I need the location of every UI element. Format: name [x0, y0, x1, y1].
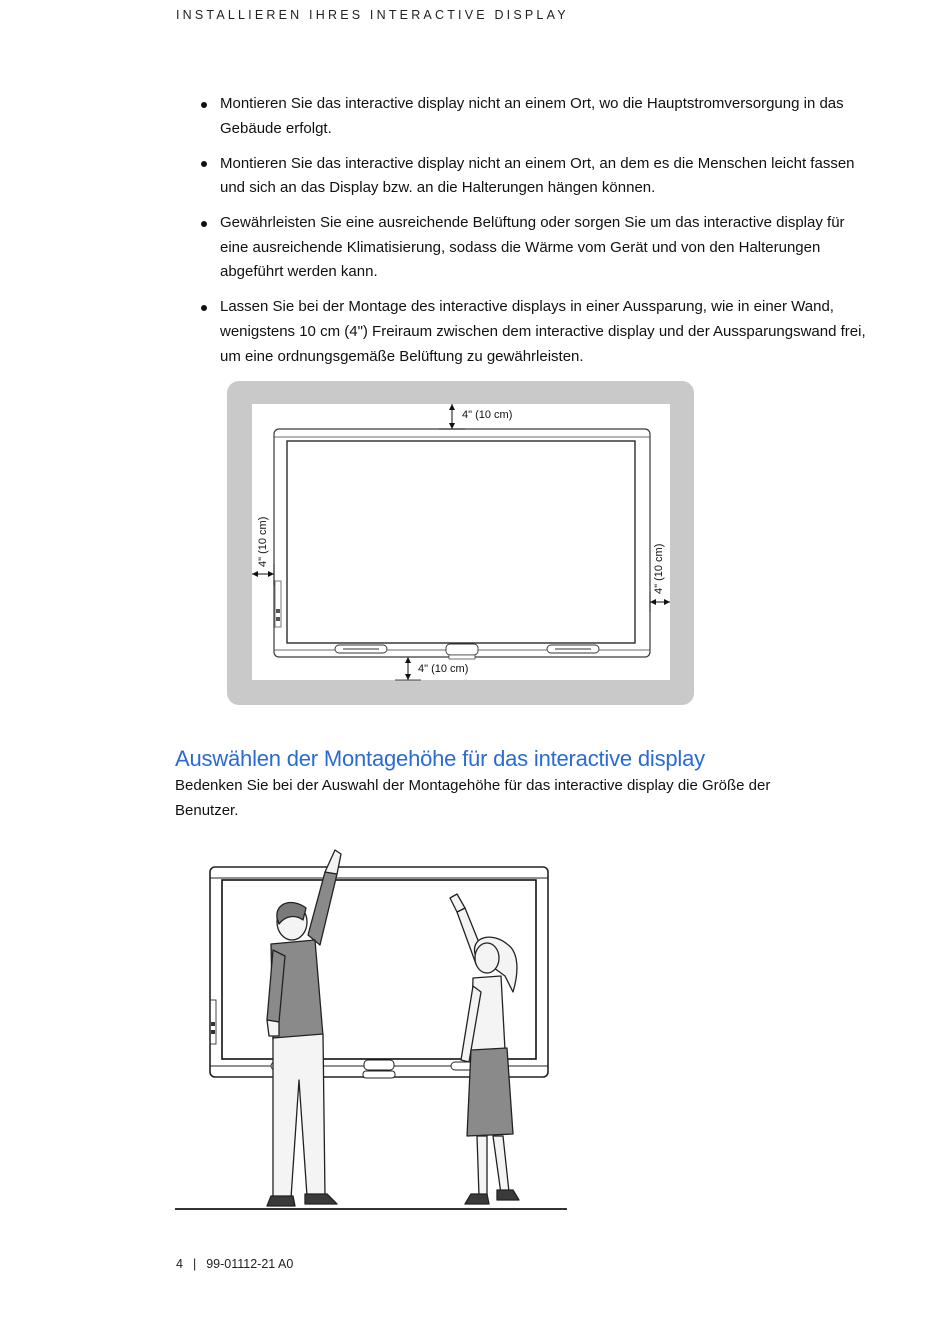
document-id: 99-01112-21 A0 — [206, 1257, 294, 1271]
bullet-item: Gewährleisten Sie eine ausreichende Belüftung oder sorgen Sie um das interactive display für eine ausreichende Klimatisierung, sodass die Wärme vom Gerät und von den Halterungen abgeführt werden kann. — [200, 211, 870, 285]
section-heading: Auswählen der Montagehöhe für das interactive display — [175, 746, 705, 771]
page-footer — [176, 1257, 293, 1271]
section-body: Bedenken Sie bei der Auswahl der Montagehöhe für das interactive display die Größe der Benutzer. — [175, 777, 771, 819]
control-panel — [364, 1060, 394, 1070]
left-clearance-label: 4" (10 cm) — [257, 516, 269, 567]
footer-separator: | — [192, 1257, 197, 1271]
mounting-height-illustration — [175, 840, 570, 1215]
top-clearance-label: 4" (10 cm) — [462, 409, 513, 421]
running-header: INSTALLIEREN IHRES INTERACTIVE DISPLAY — [176, 8, 569, 22]
control-panel — [446, 644, 478, 655]
bullet-item: Montieren Sie das interactive display nicht an einem Ort, wo die Hauptstromversorgung in das Gebäude erfolgt. — [200, 92, 870, 141]
bottom-clearance-label: 4" (10 cm) — [418, 663, 469, 675]
right-clearance-label: 4" (10 cm) — [653, 543, 665, 594]
bullet-list — [200, 92, 870, 380]
bullet-item: Montieren Sie das interactive display nicht an einem Ort, an dem es die Menschen leicht fassen und sich an das Display bzw. an die Halterungen hängen können. — [200, 152, 870, 201]
page-number: 4 — [176, 1257, 183, 1271]
clearance-diagram — [227, 381, 694, 705]
display-screen — [287, 441, 635, 643]
bullet-item: Lassen Sie bei der Montage des interactive displays in einer Aussparung, wie in einer Wand, wenigstens 10 cm (4") Freiraum zwischen dem interactive display und der Aussparungswand frei, um eine ordnungsgemäße Belüftung zu gewährleisten. — [200, 295, 870, 369]
